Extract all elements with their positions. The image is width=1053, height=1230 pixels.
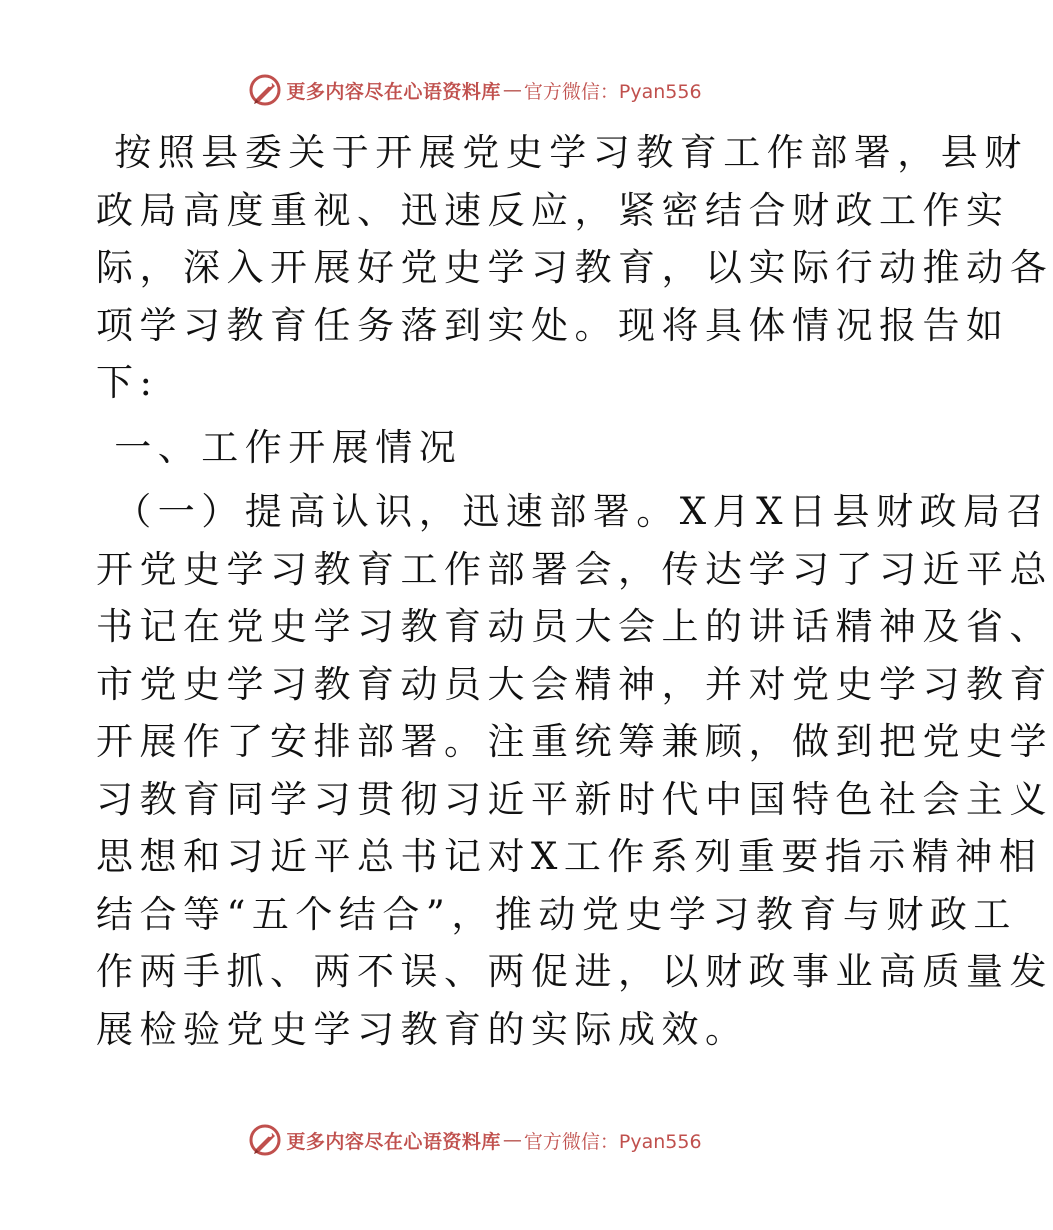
banner-contact: 官方微信：Pyan556: [523, 80, 702, 103]
pen-logo-icon: [248, 1123, 282, 1157]
subsection-line: 思想和习近平总书记对X工作系列重要指示精神相: [96, 835, 1043, 878]
banner-contact: 官方微信：Pyan556: [523, 1130, 702, 1153]
banner-text: 更多内容尽在心语资料库: [286, 80, 501, 103]
subsection-line: 作两手抓、两不误、两促进，以财政事业高质量发: [96, 950, 1053, 993]
subsection-line: 习教育同学习贯彻习近平新时代中国特色社会主义: [96, 777, 1053, 821]
intro-line: 项学习教育任务落到实处。现将具体情况报告如: [96, 303, 1010, 347]
subsection-line: 开展作了安排部署。注重统筹兼顾，做到把党史学: [96, 720, 1053, 763]
subsection-line: 展检验党史学习教育的实际成效。: [96, 1007, 749, 1051]
intro-line: 按照县委关于开展党史学习教育工作部署，县财: [96, 131, 1028, 174]
subsection-line: 开党史学习教育工作部署会，传达学习了习近平总: [96, 547, 1053, 591]
intro-line: 下:: [96, 361, 159, 404]
intro-line: 政局高度重视、迅速反应，紧密结合财政工作实: [96, 188, 1010, 232]
banner-separator: —: [502, 1129, 522, 1151]
header-banner: [0, 70, 950, 110]
subsection-line: 书记在党史学习教育动员大会上的讲话精神及省、: [96, 605, 1053, 648]
subsection-line: 结合等“五个结合”，推动党史学习教育与财政工: [96, 892, 1017, 936]
subsection-line: （一）提高认识，迅速部署。X月X日县财政局召: [96, 490, 1050, 533]
subsection-line: 市党史学习教育动员大会精神，并对党史学习教育: [96, 662, 1053, 706]
document-body: [96, 124, 1053, 1058]
section-heading: 一、工作开展情况: [96, 425, 463, 469]
intro-line: 际，深入开展好党史学习教育，以实际行动推动各: [96, 246, 1053, 289]
footer-banner: [0, 1120, 950, 1160]
banner-text: 更多内容尽在心语资料库: [286, 1130, 501, 1153]
banner-separator: —: [502, 79, 522, 101]
pen-logo-icon: [248, 73, 282, 107]
